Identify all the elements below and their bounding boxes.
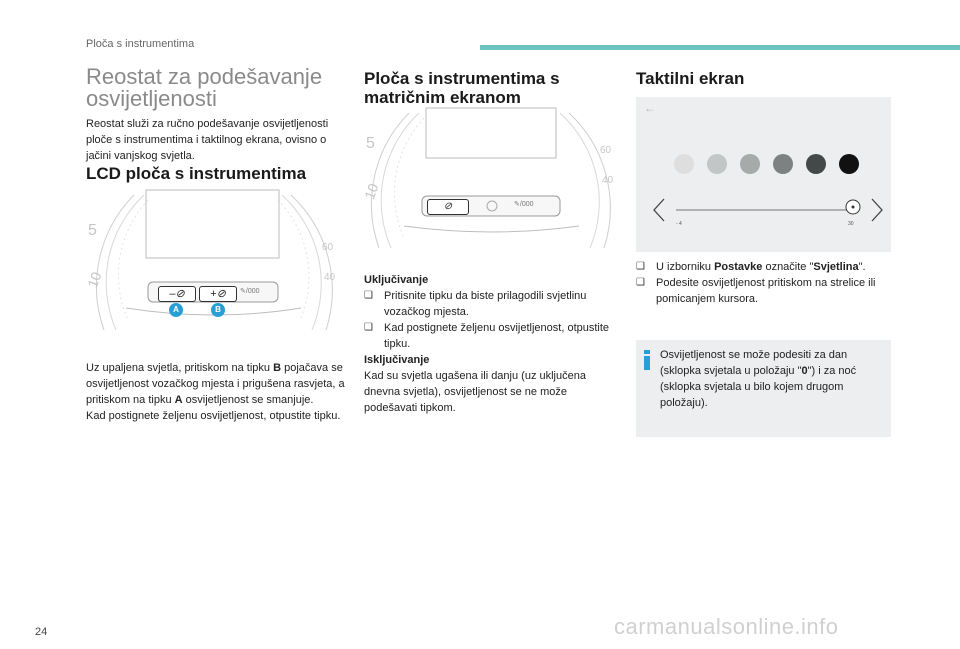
slider-max-label: 30 [848, 221, 854, 227]
brightness-swatch-1 [674, 154, 694, 174]
dashboard-light-icon: ⊘ [175, 288, 185, 300]
touchscreen-heading: Taktilni ekran [636, 69, 745, 88]
matrix-panel-heading: Ploča s instrumentima s matričnim ekranom [364, 69, 560, 107]
back-arrow-icon[interactable]: ← [644, 101, 656, 115]
header-accent-bar [480, 45, 960, 50]
switch-off-text: Kad su svjetla ugašena ili danju (uz uključena dnevna svjetla), osvijetljenost se ne može podešavati tipkom. [364, 370, 586, 414]
svg-text:60: 60 [322, 242, 334, 253]
svg-text:5: 5 [366, 135, 375, 152]
brightness-swatch-3 [740, 154, 760, 174]
list-item: ❑ Podesite osvijetljenost pritiskom na strelice ili pomicanjem kursora. [636, 277, 876, 305]
left-dial-arc [96, 195, 134, 330]
svg-text:5: 5 [88, 222, 97, 239]
brightness-swatch-6 [839, 154, 859, 174]
label-b-marker: B [211, 303, 225, 317]
info-box [636, 340, 891, 437]
dimmer-plus-button[interactable]: +⊘ [199, 286, 237, 302]
matrix-instructions [364, 272, 619, 416]
brightness-swatch-2 [707, 154, 727, 174]
lcd-screen [146, 190, 279, 258]
trip-reset-button[interactable]: ✎/000 [240, 288, 260, 295]
wrench-icon: ✎ [240, 288, 246, 295]
list-item: ❑ Kad postignete željenu osvijetljenost, otpustite tipku. [364, 322, 610, 350]
info-icon [644, 350, 650, 370]
brightness-swatch-5 [806, 154, 826, 174]
slider-min-label: - 4 [676, 221, 682, 227]
switch-off-title: Isključivanje [364, 354, 430, 366]
info-text: Osvijetljenost se može podesiti za dan (sklopka svjetala u položaju "0") i za noć (sklopka svjetala u bilo kojem drugom položaju). [660, 349, 857, 409]
matrix-screen [426, 108, 556, 158]
slider-decrease-button[interactable] [644, 185, 680, 215]
rheostat-heading: Reostat za podešavanje osvijetljenosti [86, 64, 323, 111]
matrix-dashboard-figure [361, 108, 619, 263]
svg-text:10: 10 [84, 269, 105, 290]
slider-increase-button[interactable] [864, 185, 888, 215]
dashboard-light-icon: ⊘ [216, 288, 226, 300]
touchscreen-instructions [636, 259, 891, 307]
switch-on-title: Uključivanje [364, 274, 429, 286]
rheostat-instructions: Uz upaljena svjetla, pritiskom na tipku B pojačava se osvijetljenost vozačkog mjesta i prigušena rasvjeta, a pritiskom na tipku A osvijetljenost se smanjuje. Kad postignete željenu osvijetljenost, otpustite tipku. [86, 362, 345, 422]
svg-text:60: 60 [600, 145, 612, 156]
svg-text:40: 40 [602, 175, 614, 186]
list-item: ❑ Pritisnite tipku da biste prilagodili svjetlinu vozačkog mjesta. [364, 290, 587, 318]
dashboard-light-icon: ⊘ [443, 201, 453, 212]
lcd-dashboard-figure [86, 190, 341, 350]
list-item: ❑ U izborniku Postavke označite "Svjetlina". [636, 261, 866, 273]
page-number: 24 [35, 626, 48, 638]
touchscreen-brightness-figure [636, 97, 891, 252]
wrench-icon: ✎ [514, 201, 520, 208]
dimmer-button[interactable] [427, 199, 469, 215]
svg-text:40: 40 [324, 272, 336, 283]
lcd-panel-heading: LCD ploča s instrumentima [86, 164, 307, 183]
svg-text:10: 10 [361, 181, 382, 202]
label-a-marker: A [169, 303, 183, 317]
brightness-swatch-4 [773, 154, 793, 174]
trip-reset-button[interactable]: ✎/000 [514, 201, 534, 208]
section-header-title: Ploča s instrumentima [86, 38, 195, 50]
dimmer-minus-button[interactable]: –⊘ [158, 286, 196, 302]
rheostat-intro: Reostat služi za ručno podešavanje osvijetljenosti ploče s instrumentima i taktilnog ekrana, ovisno o jačini vanjskog svjetla. [86, 118, 329, 162]
watermark: carmanualsonline.info [614, 614, 839, 639]
